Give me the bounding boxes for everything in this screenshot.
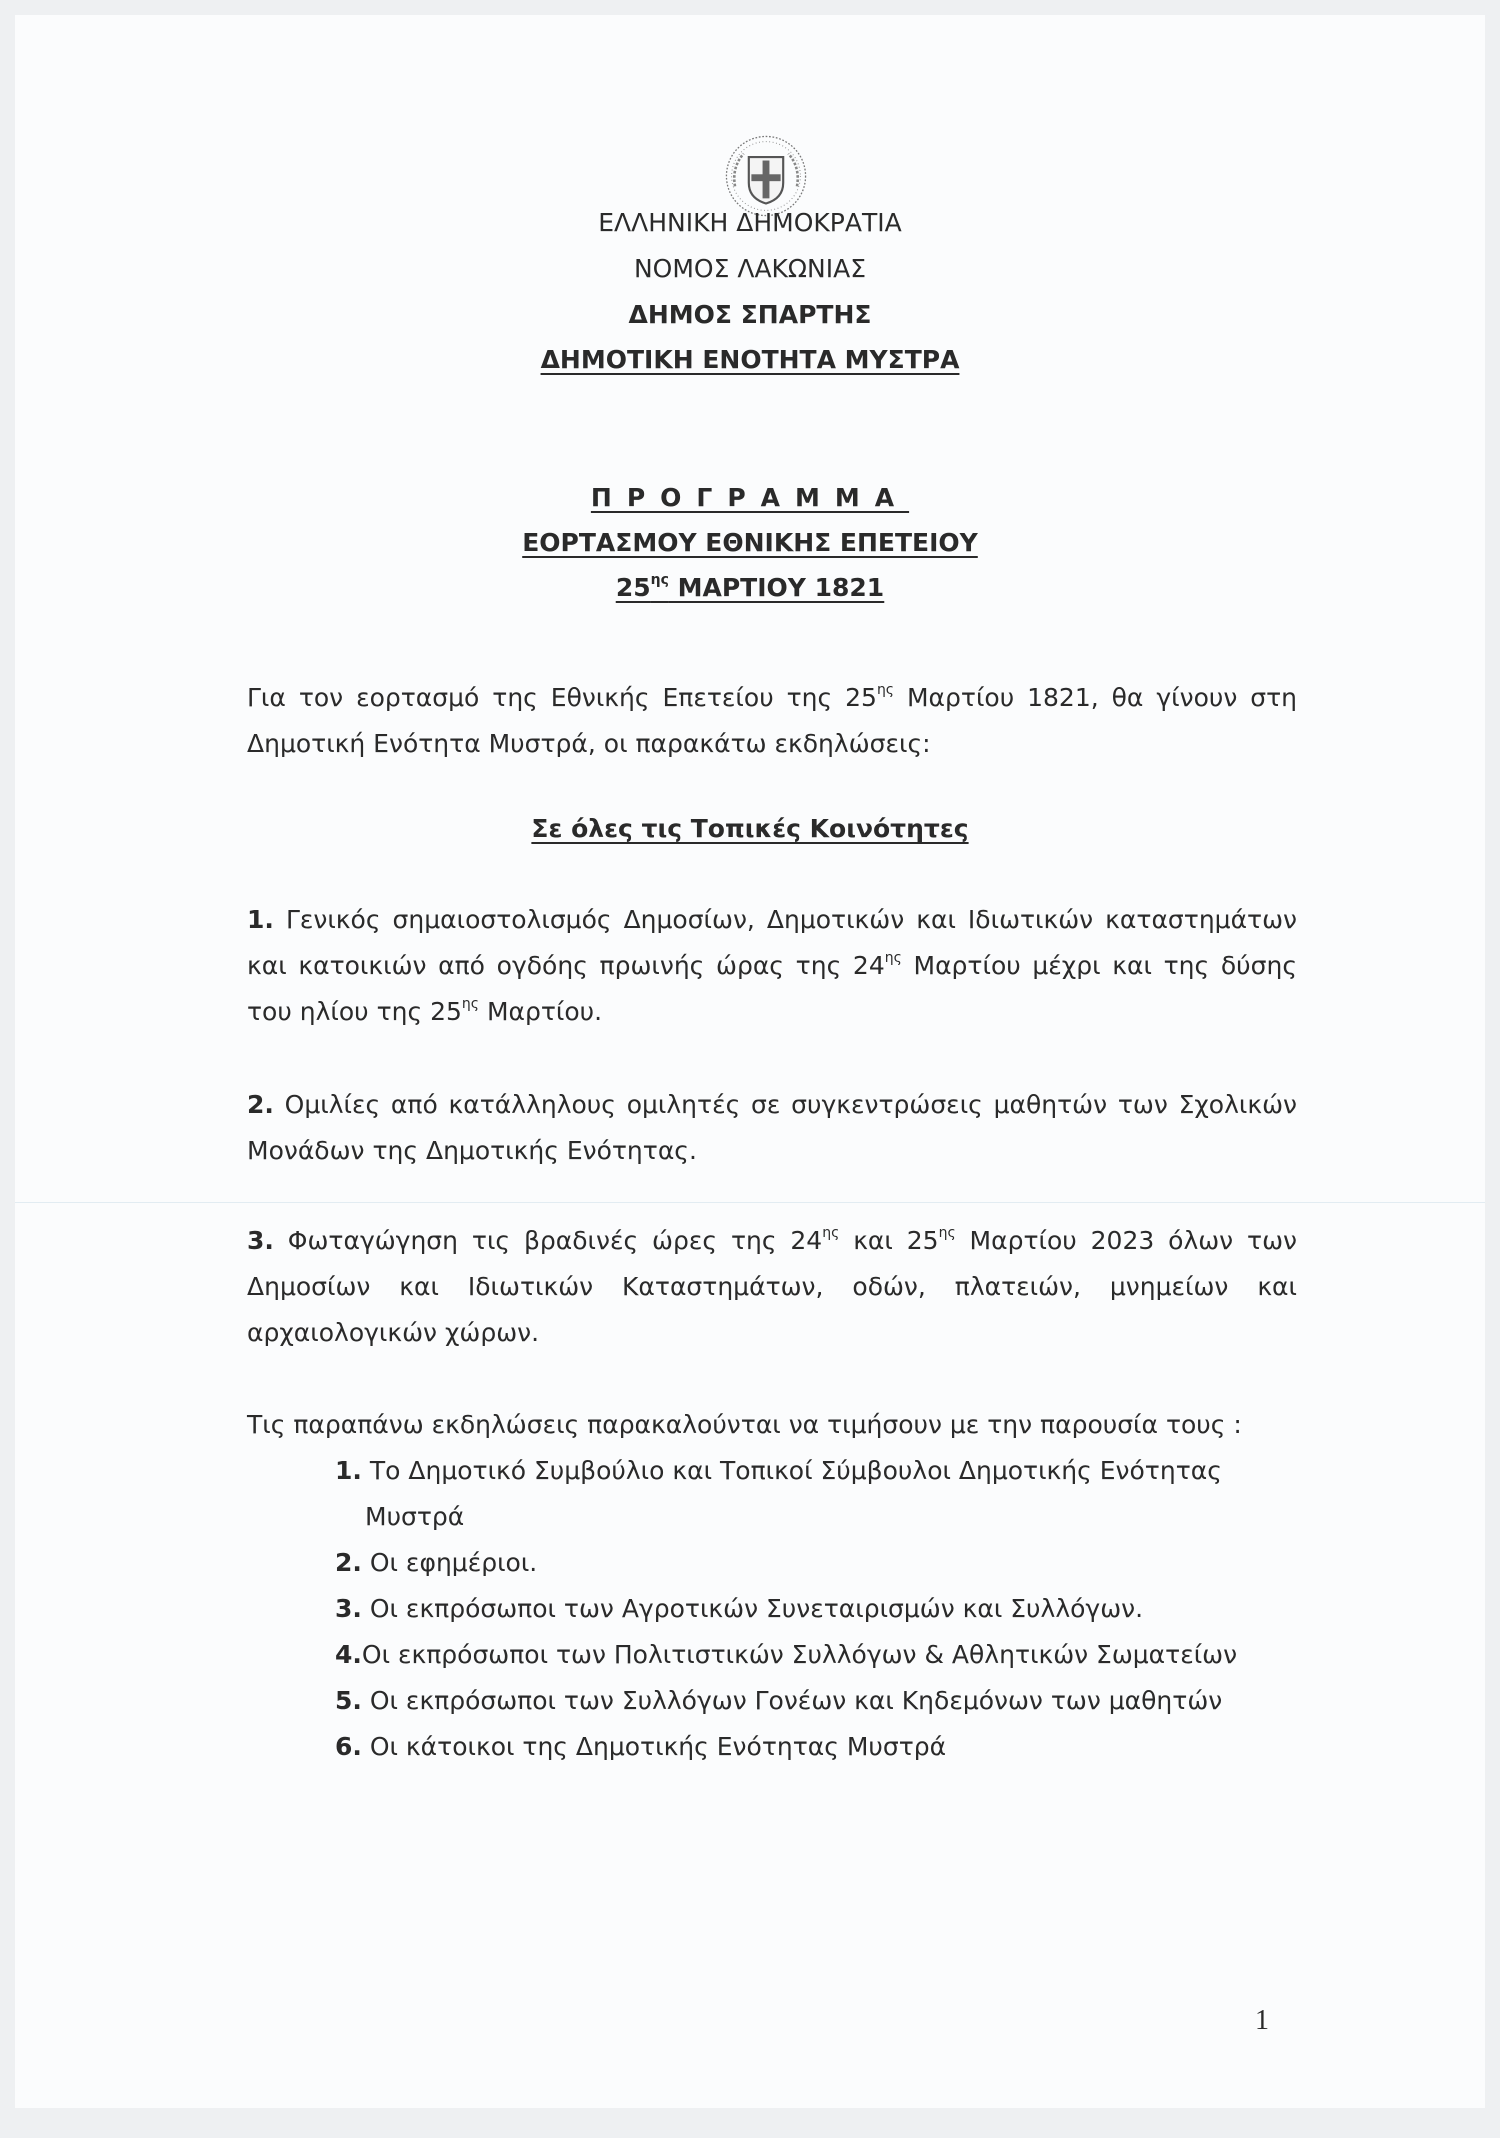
list-item: 2. Οι εφημέριοι. [335, 1548, 538, 1577]
document-page [15, 15, 1485, 2108]
header-country: ΕΛΛΗΝΙΚΗ ΔΗΜΟΚΡΑΤΙΑ [598, 208, 902, 237]
page-number: 1 [1255, 2005, 1269, 2036]
section-heading-text: Σε όλες τις Τοπικές Κοινότητες [531, 814, 969, 843]
document-title-text: ΠΡΟΓΡΑΜΜΑ [590, 483, 910, 512]
program-item-3: 3. Φωταγώγηση τις βραδινές ώρες της $24^{\eta\varsigma}$ και $25^{\eta\varsigma}$ Μαρτίου 2023 όλων των Δημοσίων και Ιδιωτικών Καταστημάτων, οδών, πλατειών, μνημείων και αρχαιολογικών χώρων. [247, 1225, 1297, 1347]
header-municipality: ΔΗΜΟΣ ΣΠΑΡΤΗΣ [628, 300, 872, 329]
list-item: 3. Οι εκπρόσωποι των Αγροτικών Συνεταιρισμών και Συλλόγων. [335, 1594, 1144, 1623]
list-item: 1. Το Δημοτικό Συμβούλιο και Τοπικοί Σύμβουλοι Δημοτικής Ενότητας Μυστρά [335, 1456, 1222, 1531]
document-subtitle [15, 527, 1485, 559]
intro-paragraph: Για τον εορτασμό της Εθνικής Επετείου της $25^{\eta\varsigma}$ Μαρτίου 1821, θα γίνουν στη Δημοτική Ενότητα Μυστρά, οι παρακάτω εκδηλώσεις: [247, 682, 1297, 758]
section-heading [15, 813, 1485, 845]
document-subtitle-text: ΕΟΡΤΑΣΜΟΥ ΕΘΝΙΚΗΣ ΕΠΕΤΕΙΟΥ [522, 528, 978, 557]
document-date-text: $25^{\eta\varsigma}$ ΜΑΡΤΙΟΥ 1821 [615, 572, 885, 602]
document-title [15, 482, 1485, 514]
program-item-2: 2. Ομιλίες από κατάλληλους ομιλητές σε συγκεντρώσεις μαθητών των Σχολικών Μονάδων της Δημοτικής Ενότητας. [247, 1090, 1297, 1165]
program-item-1: 1. Γενικός σημαιοστολισμός Δημοσίων, Δημοτικών και Ιδιωτικών καταστημάτων και κατοικιών από ογδόης πρωινής ώρας της $24^{\eta\varsigma}$ Μαρτίου μέχρι και της δύσης του ηλίου της $25^{\eta\varsigma}$ Μαρτίου. [247, 905, 1297, 1026]
header-municipal-unit [15, 344, 1485, 376]
header-municipal-unit-text: ΔΗΜΟΤΙΚΗ ΕΝΟΤΗΤΑ ΜΥΣΤΡΑ [540, 345, 960, 374]
list-item: 4.Οι εκπρόσωποι των Πολιτιστικών Συλλόγων & Αθλητικών Σωματείων [335, 1640, 1238, 1669]
document-date-title [15, 572, 1485, 604]
invite-paragraph: Τις παραπάνω εκδηλώσεις παρακαλούνται να τιμήσουν με την παρουσία τους : [247, 1410, 1242, 1439]
list-item: 6. Οι κάτοικοι της Δημοτικής Ενότητας Μυστρά [335, 1732, 947, 1761]
scan-divider [15, 1202, 1485, 1203]
header-prefecture: ΝΟΜΟΣ ΛΑΚΩΝΙΑΣ [633, 254, 867, 283]
list-item: 5. Οι εκπρόσωποι των Συλλόγων Γονέων και Κηδεμόνων των μαθητών [335, 1686, 1223, 1715]
